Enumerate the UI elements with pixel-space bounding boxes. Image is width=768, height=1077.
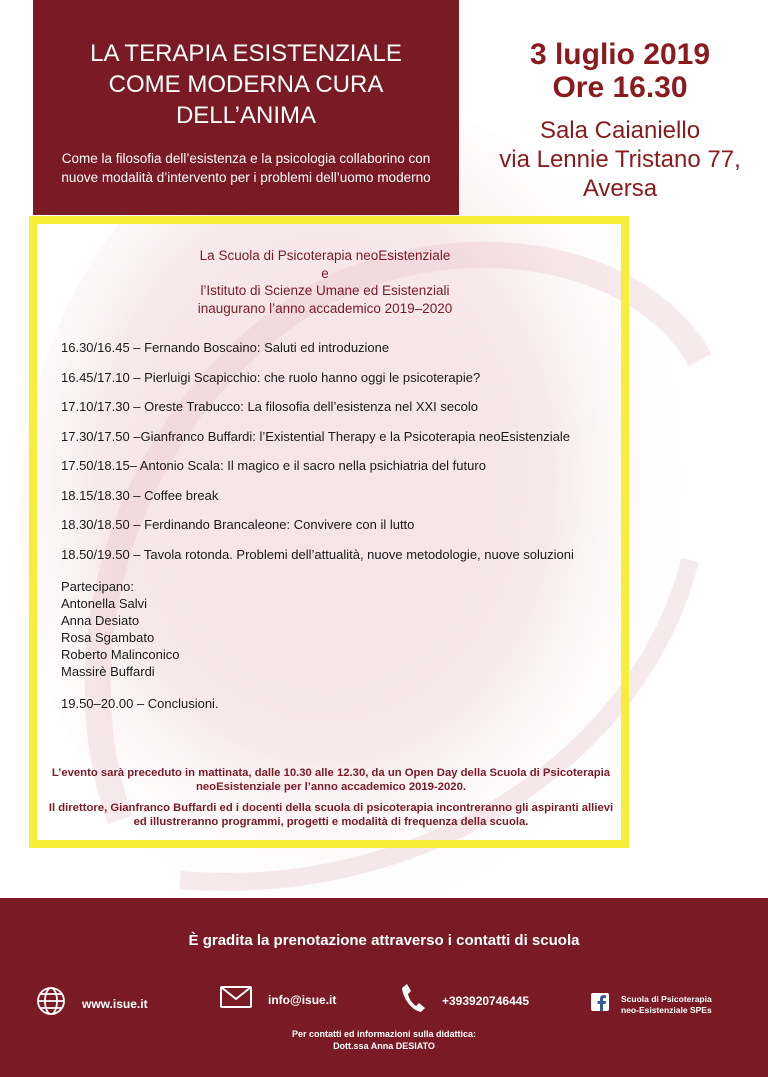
facebook-contact[interactable] — [591, 993, 712, 1016]
event-address: via Lennie Tristano 77, — [499, 146, 741, 173]
open-day-note: L’evento sarà preceduto in mattinata, dalle 10.30 alle 12.30, da un Open Day della Scuola di Psicoterapia neoEsistenziale per l’anno accademico 2019-2020. — [51, 767, 611, 793]
event-city: Aversa — [582, 175, 658, 202]
envelope-icon — [220, 986, 252, 1013]
website-contact[interactable] — [36, 986, 148, 1021]
didactic-line: Per contatti ed informazioni sulla didattica: — [291, 1029, 477, 1039]
facebook-line: neo-Esistenziale SPEs — [621, 1004, 712, 1015]
intro-line: La Scuola di Psicoterapia neoEsistenziale — [199, 248, 451, 263]
director-note: Il direttore, Gianfranco Buffardi ed i docenti della scuola di psicoterapia incontreranno gli aspiranti allievi ed illustreranno programmi, progetti e modalità di frequenza della scuola. — [48, 802, 614, 828]
didactic-contact — [0, 1029, 768, 1052]
conclusion-item: 19.50–20.00 – Conclusioni. — [61, 696, 219, 711]
open-day-notes — [45, 767, 617, 829]
email-link[interactable]: info@isue.it — [268, 992, 337, 1007]
event-date: 3 luglio 2019 — [529, 38, 711, 71]
schedule-item: 18.30/18.50 – Ferdinando Brancaleone: Convivere con il lutto — [61, 517, 415, 532]
participants-list — [61, 578, 180, 680]
title-box — [33, 0, 459, 215]
intro-line: inaugurano l’anno accademico 2019–2020 — [197, 300, 453, 316]
participant-name: Antonella Salvi — [61, 596, 147, 611]
globe-icon — [36, 986, 66, 1021]
event-title: LA TERAPIA ESISTENZIALE COME MODERNA CURA DELL’ANIMA — [90, 40, 402, 129]
participant-name: Roberto Malinconico — [61, 647, 180, 662]
schedule-item: 17.30/17.50 –Gianfranco Buffardi: l’Existential Therapy e la Psicoterapia neoEsistenziale — [61, 428, 570, 444]
website-link[interactable]: www.isue.it — [82, 996, 148, 1011]
intro-line: l’Istituto di Scienze Umane ed Esistenziali — [200, 283, 450, 298]
facebook-page-name[interactable] — [621, 994, 712, 1016]
participant-name: Massirè Buffardi — [61, 664, 155, 679]
schedule-item: 16.45/17.10 – Pierluigi Scapicchio: che ruolo hanno oggi le psicoterapie? — [61, 369, 481, 385]
event-subtitle: Come la filosofia dell’esistenza e la psicologia collaborino con nuove modalità d’intervento per i problemi dell’uomo moderno — [61, 151, 431, 185]
booking-cta: È gradita la prenotazione attraverso i contatti di scuola — [188, 932, 580, 949]
phone-contact[interactable] — [400, 982, 529, 1019]
participant-name: Anna Desiato — [61, 613, 140, 628]
facebook-icon — [591, 993, 609, 1016]
email-contact[interactable] — [220, 986, 336, 1013]
schedule-item: 17.50/18.15– Antonio Scala: Il magico e il sacro nella psichiatria del futuro — [61, 458, 486, 473]
schedule-item: 16.30/16.45 – Fernando Boscaino: Saluti ed introduzione — [61, 340, 390, 355]
phone-number[interactable]: +393920746445 — [442, 993, 530, 1008]
phone-icon — [400, 982, 426, 1019]
intro-line: e — [321, 265, 329, 281]
event-time: Ore 16.30 — [552, 71, 688, 104]
schedule-list — [61, 340, 621, 576]
facebook-line: Scuola di Psicoterapia — [621, 993, 712, 1004]
participants-heading: Partecipano: — [61, 579, 134, 594]
event-details — [475, 38, 765, 203]
didactic-contact-name: Dott.ssa Anna DESIATO — [333, 1040, 435, 1051]
schedule-item: 17.10/17.30 – Oreste Trabucco: La filosofia dell’esistenza nel XXI secolo — [61, 399, 478, 414]
schedule-item: 18.50/19.50 – Tavola rotonda. Problemi dell’attualità, nuove metodologie, nuove soluzioni — [61, 546, 574, 562]
schedule-item: 18.15/18.30 – Coffee break — [61, 487, 219, 503]
organizers-intro — [120, 247, 530, 317]
footer — [0, 898, 768, 1077]
event-venue: Sala Caianiello — [539, 117, 701, 144]
participant-name: Rosa Sgambato — [61, 630, 155, 645]
